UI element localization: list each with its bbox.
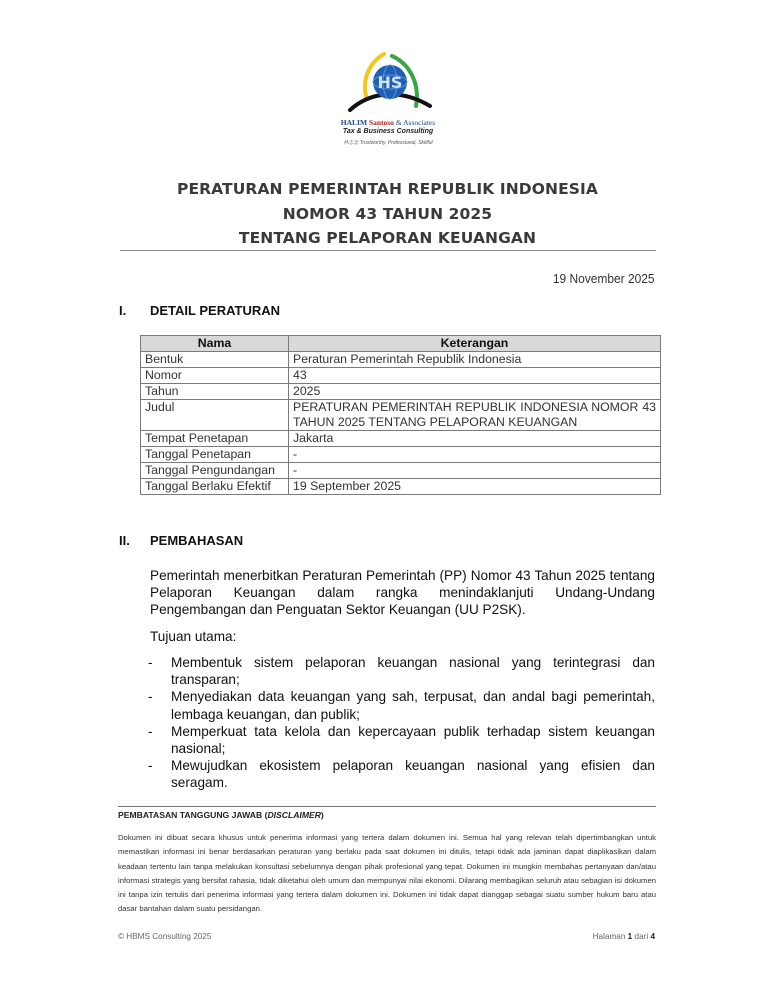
section-1-number: I. (119, 303, 127, 318)
row-value: Jakarta (289, 431, 661, 447)
table-row (141, 400, 661, 431)
document-date: 19 November 2025 (553, 271, 655, 286)
disclaimer-title (118, 810, 324, 820)
footer-page-number (593, 932, 655, 941)
disclaimer-title-italic: DISCLAIMER (267, 810, 321, 820)
logo-motto (318, 139, 458, 146)
table-header-row (141, 336, 661, 352)
row-label: Tahun (141, 384, 289, 400)
row-value: 2025 (289, 384, 661, 400)
row-value: 19 September 2025 (289, 479, 661, 495)
intro-line-1: Pemerintah menerbitkan Peraturan Pemerintah (PP) Nomor 43 Tahun 2025 tentang (150, 568, 655, 583)
row-value: - (289, 447, 661, 463)
table-row (141, 479, 661, 495)
dash-bullet: - (148, 758, 153, 774)
column-header-keterangan: Keterangan (289, 336, 661, 352)
page-total: 4 (650, 932, 655, 941)
goal-line-1: Membentuk sistem pelaporan keuangan nasional yang terintegrasi dan (171, 655, 655, 670)
table-row (141, 384, 661, 400)
section-2-title: PEMBAHASAN (150, 533, 244, 548)
intro-line-3: Pengembangan dan Penguatan Sektor Keuangan (UU P2SK). (150, 602, 526, 617)
logo-tagline: Tax & Business Consulting (342, 128, 434, 135)
row-value: 43 (289, 368, 661, 384)
row-label: Bentuk (141, 352, 289, 368)
row-value-line-1: PERATURAN PEMERINTAH REPUBLIK INDONESIA NOMOR 43 (293, 400, 656, 414)
logo-name-associates: & Associates (393, 118, 436, 127)
logo-company-name (318, 118, 458, 127)
list-item (148, 654, 655, 688)
disclaimer-title-prefix: PEMBATASAN TANGGUNG JAWAB ( (118, 810, 268, 820)
hs-globe-logo-icon (340, 48, 436, 118)
goal-line-1: Memperkuat tata kelola dan kepercayaan publik terhadap sistem keuangan (171, 723, 655, 739)
dash-bullet: - (148, 723, 153, 739)
dash-bullet: - (148, 689, 153, 705)
row-value (289, 400, 661, 431)
list-item (148, 757, 655, 791)
disclaimer-body: Dokumen ini dibuat secara khusus untuk penerima informasi yang tertera dalam dokumen ini. Semua hal yang relevan telah dipertimbangkan untuk memastikan informasi ini benar berdasarkan peraturan yang berlaku pada saat dokumen ini ditulis, tetapi tidak ada jaminan dapat diaplikasikan dalam keadaan tertentu lain tanpa melakukan konsultasi sebelumnya dengan pihak profesional yang tepat. Dokumen ini mungkin membahas pertanyaan dan/atau informasi strategis yang bersifat rahasia, tidak diketahui oleh umum dan mempunyai nilai ekonomi. Dilarang membagikan seluruh atau sebagian isi dokumen ini tanpa izin tertulis dari penerima informasi yang tertera dalam dokumen ini. Dokumen ini tidak dapat dianggap sebagai suatu sumber hukum baru atau dasar bantahan dalam suatu persidangan. (118, 833, 656, 914)
logo-motto-chinese: 林志忠 (343, 140, 359, 146)
document-title-line-2: NOMOR 43 TAHUN 2025 (282, 205, 493, 223)
logo-name-halim: HALIM (340, 118, 368, 127)
page-current: 1 (627, 932, 633, 941)
page-prefix: Halaman (592, 932, 628, 941)
page-mid: dari (632, 932, 651, 941)
intro-paragraph (150, 567, 655, 618)
title-divider (120, 250, 656, 251)
row-label: Nomor (141, 368, 289, 384)
row-value: Peraturan Pemerintah Republik Indonesia (289, 352, 661, 368)
company-logo (318, 48, 458, 150)
goal-line-2: nasional; (171, 741, 226, 757)
goal-line-2: seragam. (171, 775, 228, 791)
section-2-number: II. (119, 533, 130, 548)
row-label: Tanggal Penetapan (141, 447, 289, 463)
document-title-line-1: PERATURAN PEMERINTAH REPUBLIK INDONESIA (176, 180, 598, 198)
list-item (148, 688, 655, 722)
logo-motto-text: Trustworthy, Professional, Skillful (359, 140, 433, 146)
disclaimer-divider (118, 806, 656, 807)
logo-name-santoso: Santoso (368, 118, 394, 127)
row-value: - (289, 463, 661, 479)
row-label: Tanggal Pengundangan (141, 463, 289, 479)
section-1-title: DETAIL PERATURAN (150, 303, 280, 318)
table-row (141, 368, 661, 384)
goal-line-2: transparan; (171, 672, 240, 688)
svg-text:HS: HS (377, 73, 403, 92)
table-row (141, 463, 661, 479)
document-title-line-3: TENTANG PELAPORAN KEUANGAN (238, 229, 537, 247)
row-label: Tanggal Berlaku Efektif (141, 479, 289, 495)
table-row (141, 431, 661, 447)
column-header-nama: Nama (141, 336, 289, 352)
row-label: Tempat Penetapan (141, 431, 289, 447)
goals-label: Tujuan utama: (150, 629, 237, 644)
regulation-detail-table (140, 335, 661, 495)
footer-copyright: © HBMS Consulting 2025 (118, 932, 212, 941)
list-item (148, 723, 655, 757)
intro-line-2: Pelaporan Keuangan dalam rangka menindaklanjuti Undang-Undang (150, 585, 655, 600)
goal-line-1: Mewujudkan ekosistem pelaporan keuangan nasional yang efisien dan (171, 758, 655, 774)
goal-line-2: lembaga keuangan, dan publik; (171, 706, 360, 722)
section-2-heading (119, 533, 243, 548)
row-label: Judul (141, 400, 289, 431)
goal-line-1: Menyediakan data keuangan yang sah, terpusat, dan andal bagi pemerintah, (171, 689, 655, 705)
table-row (141, 447, 661, 463)
section-1-heading (119, 303, 280, 318)
table-row (141, 352, 661, 368)
row-value-line-2: TAHUN 2025 TENTANG PELAPORAN KEUANGAN (293, 415, 578, 429)
disclaimer-title-suffix: ) (320, 810, 324, 820)
goals-list (148, 654, 655, 792)
dash-bullet: - (148, 655, 153, 670)
